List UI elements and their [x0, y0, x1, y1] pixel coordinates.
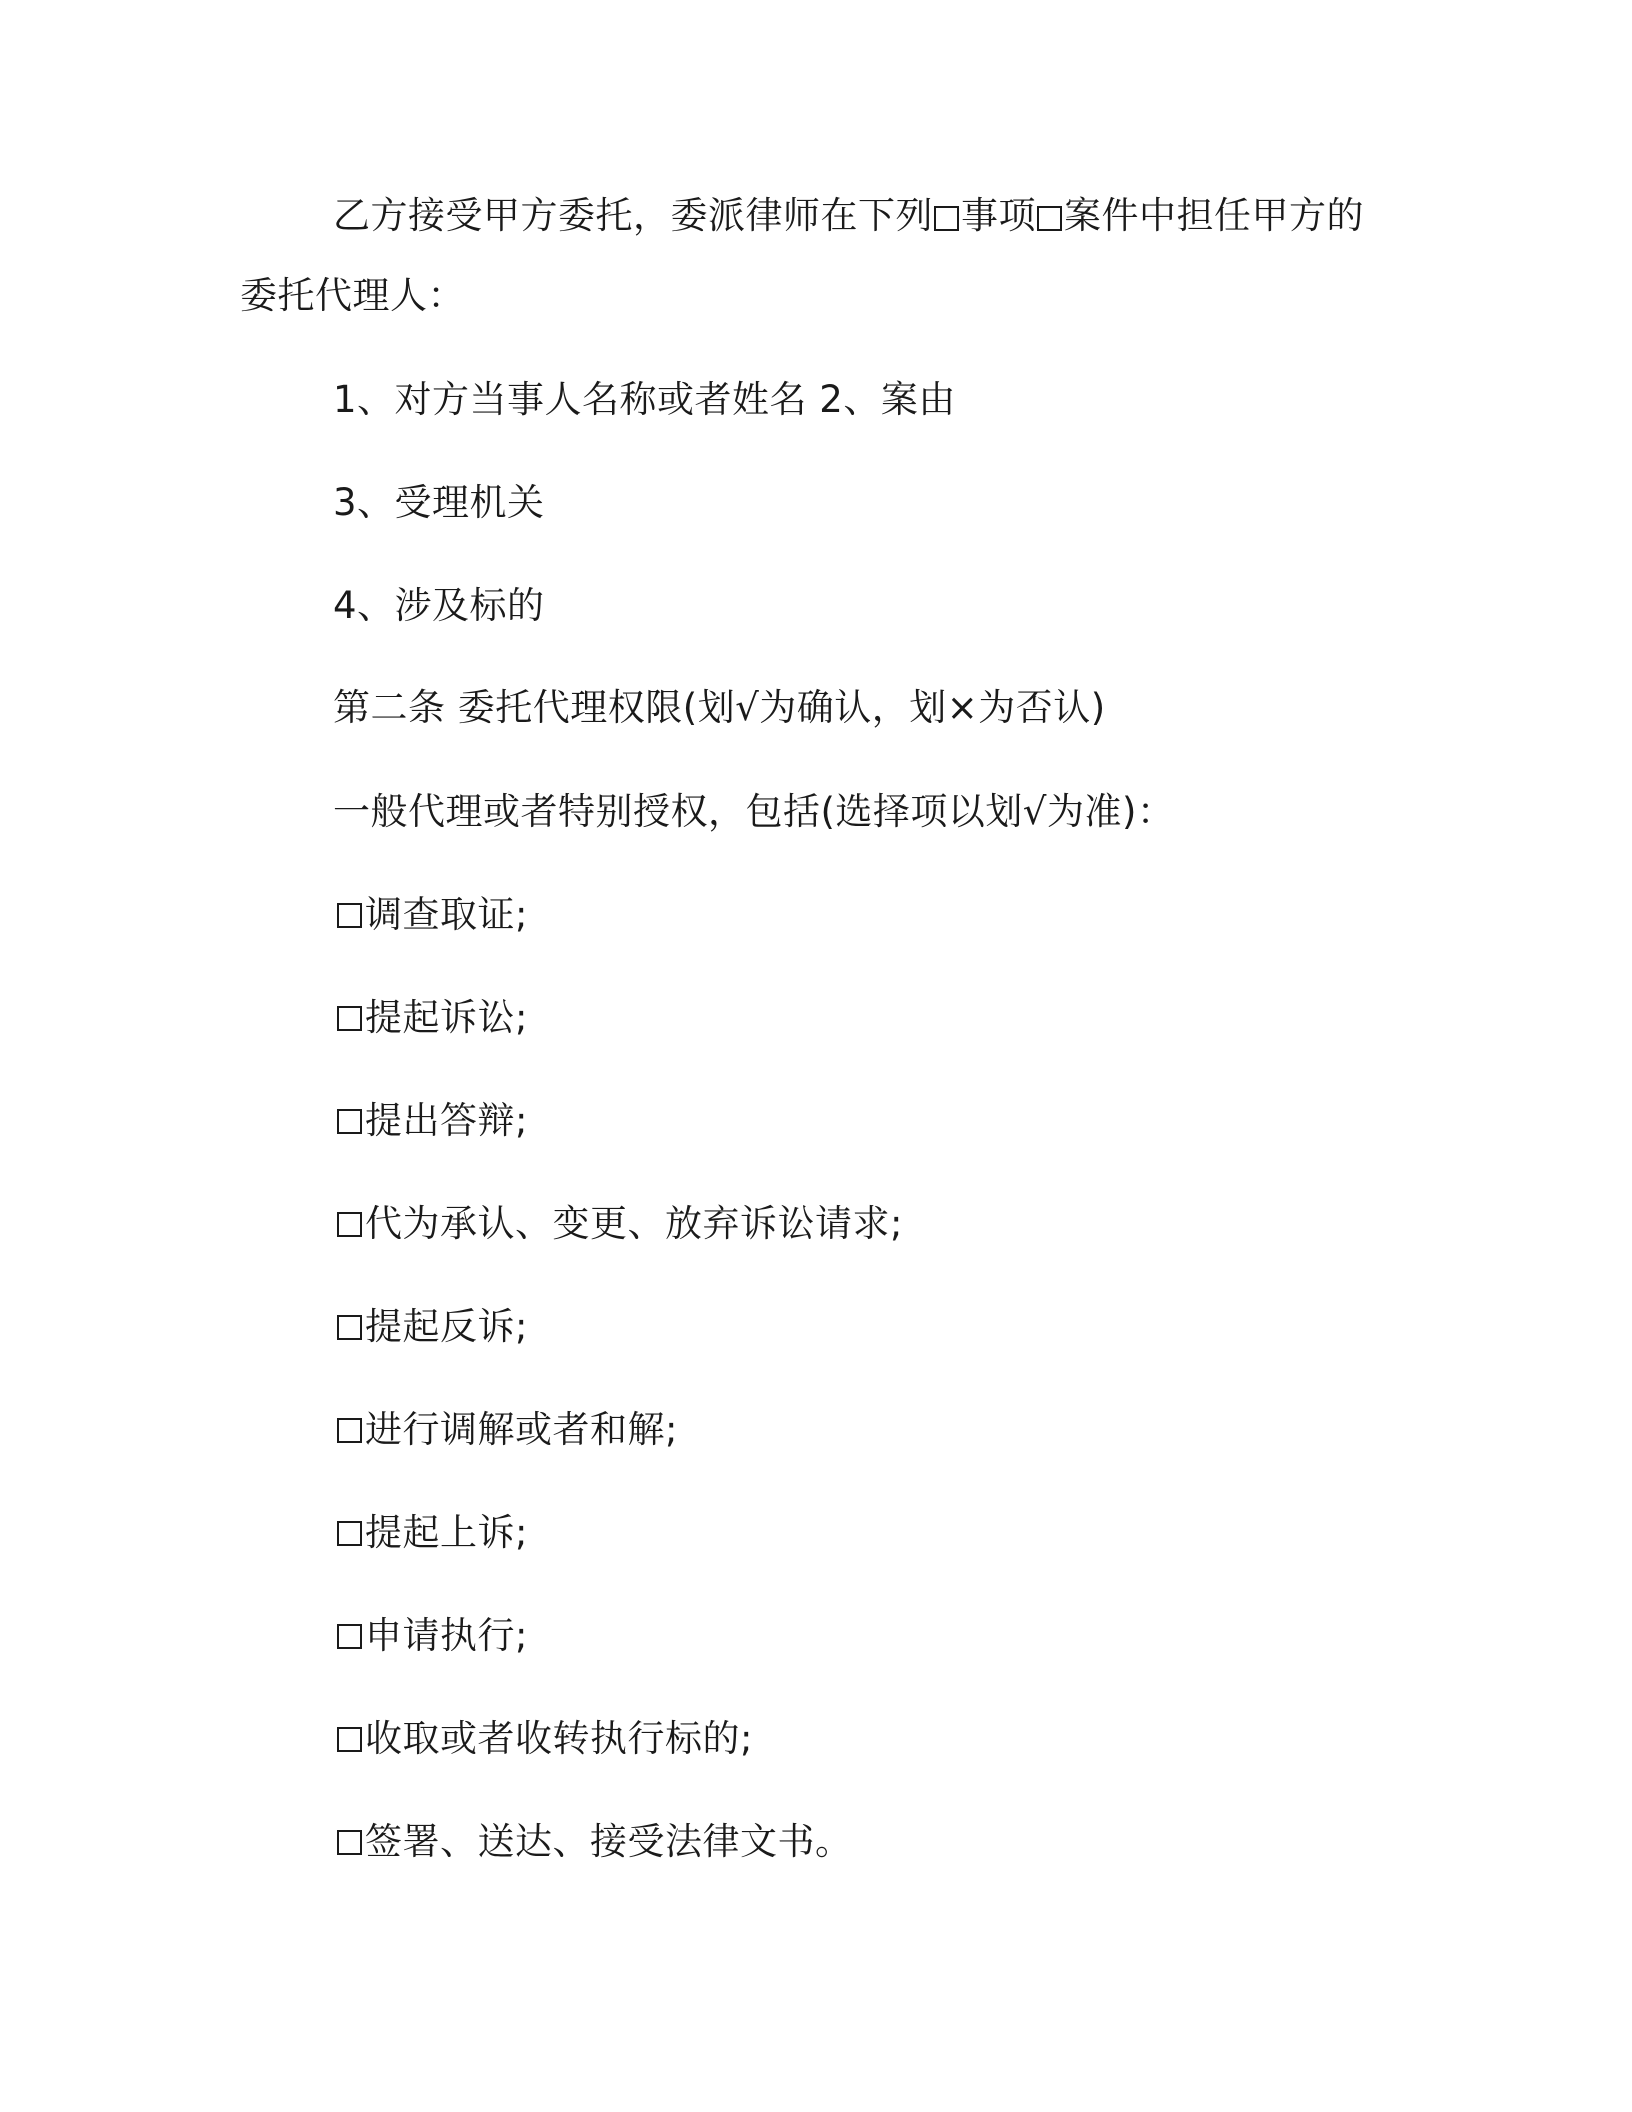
intro-paragraph — [333, 192, 1364, 240]
option-checkbox[interactable] — [337, 1624, 362, 1649]
option-label: 进行调解或者和解; — [365, 1408, 678, 1451]
authority-intro: 一般代理或者特别授权，包括(选择项以划√为准)： — [333, 790, 1175, 833]
option-label: 代为承认、变更、放弃诉讼请求; — [365, 1202, 903, 1245]
option-checkbox[interactable] — [337, 1521, 362, 1546]
option-checkbox[interactable] — [337, 1727, 362, 1752]
option-label: 提出答辩; — [365, 1099, 528, 1142]
case-item-1: 1、对方当事人名称或者姓名 2、案由 — [333, 378, 956, 421]
option-checkbox[interactable] — [337, 1418, 362, 1443]
option-checkbox[interactable] — [337, 1212, 362, 1237]
option-row[interactable] — [333, 1612, 528, 1660]
intro-continuation: 委托代理人： — [240, 274, 465, 317]
option-row[interactable] — [333, 891, 528, 939]
article-heading: 第二条 委托代理权限(划√为确认，划×为否认) — [333, 686, 1106, 729]
option-row[interactable] — [333, 1715, 753, 1763]
option-checkbox[interactable] — [337, 1315, 362, 1340]
intro-text-1: 乙方接受甲方委托，委派律师在下列 — [333, 194, 933, 237]
option-label: 提起诉讼; — [365, 996, 528, 1039]
intro-text-3: 案件中担任甲方的 — [1064, 194, 1364, 237]
option-row[interactable] — [333, 1406, 678, 1454]
case-item-4: 4、涉及标的 — [333, 584, 545, 627]
option-row[interactable] — [333, 994, 528, 1042]
case-item-3: 3、受理机关 — [333, 481, 545, 524]
option-checkbox[interactable] — [337, 1109, 362, 1134]
case-checkbox[interactable] — [1037, 206, 1062, 231]
option-label: 提起上诉; — [365, 1511, 528, 1554]
option-checkbox[interactable] — [337, 1006, 362, 1031]
option-label: 收取或者收转执行标的; — [365, 1717, 753, 1760]
option-row[interactable] — [333, 1200, 903, 1248]
matter-checkbox[interactable] — [934, 206, 959, 231]
intro-text-2: 事项 — [961, 194, 1036, 237]
option-row[interactable] — [333, 1509, 528, 1557]
option-label: 签署、送达、接受法律文书。 — [365, 1820, 853, 1863]
option-label: 申请执行; — [365, 1614, 528, 1657]
option-label: 调查取证; — [365, 893, 528, 936]
option-label: 提起反诉; — [365, 1305, 528, 1348]
option-checkbox[interactable] — [337, 1830, 362, 1855]
option-row[interactable] — [333, 1303, 528, 1351]
option-row[interactable] — [333, 1097, 528, 1145]
option-checkbox[interactable] — [337, 903, 362, 928]
option-row[interactable] — [333, 1818, 853, 1866]
